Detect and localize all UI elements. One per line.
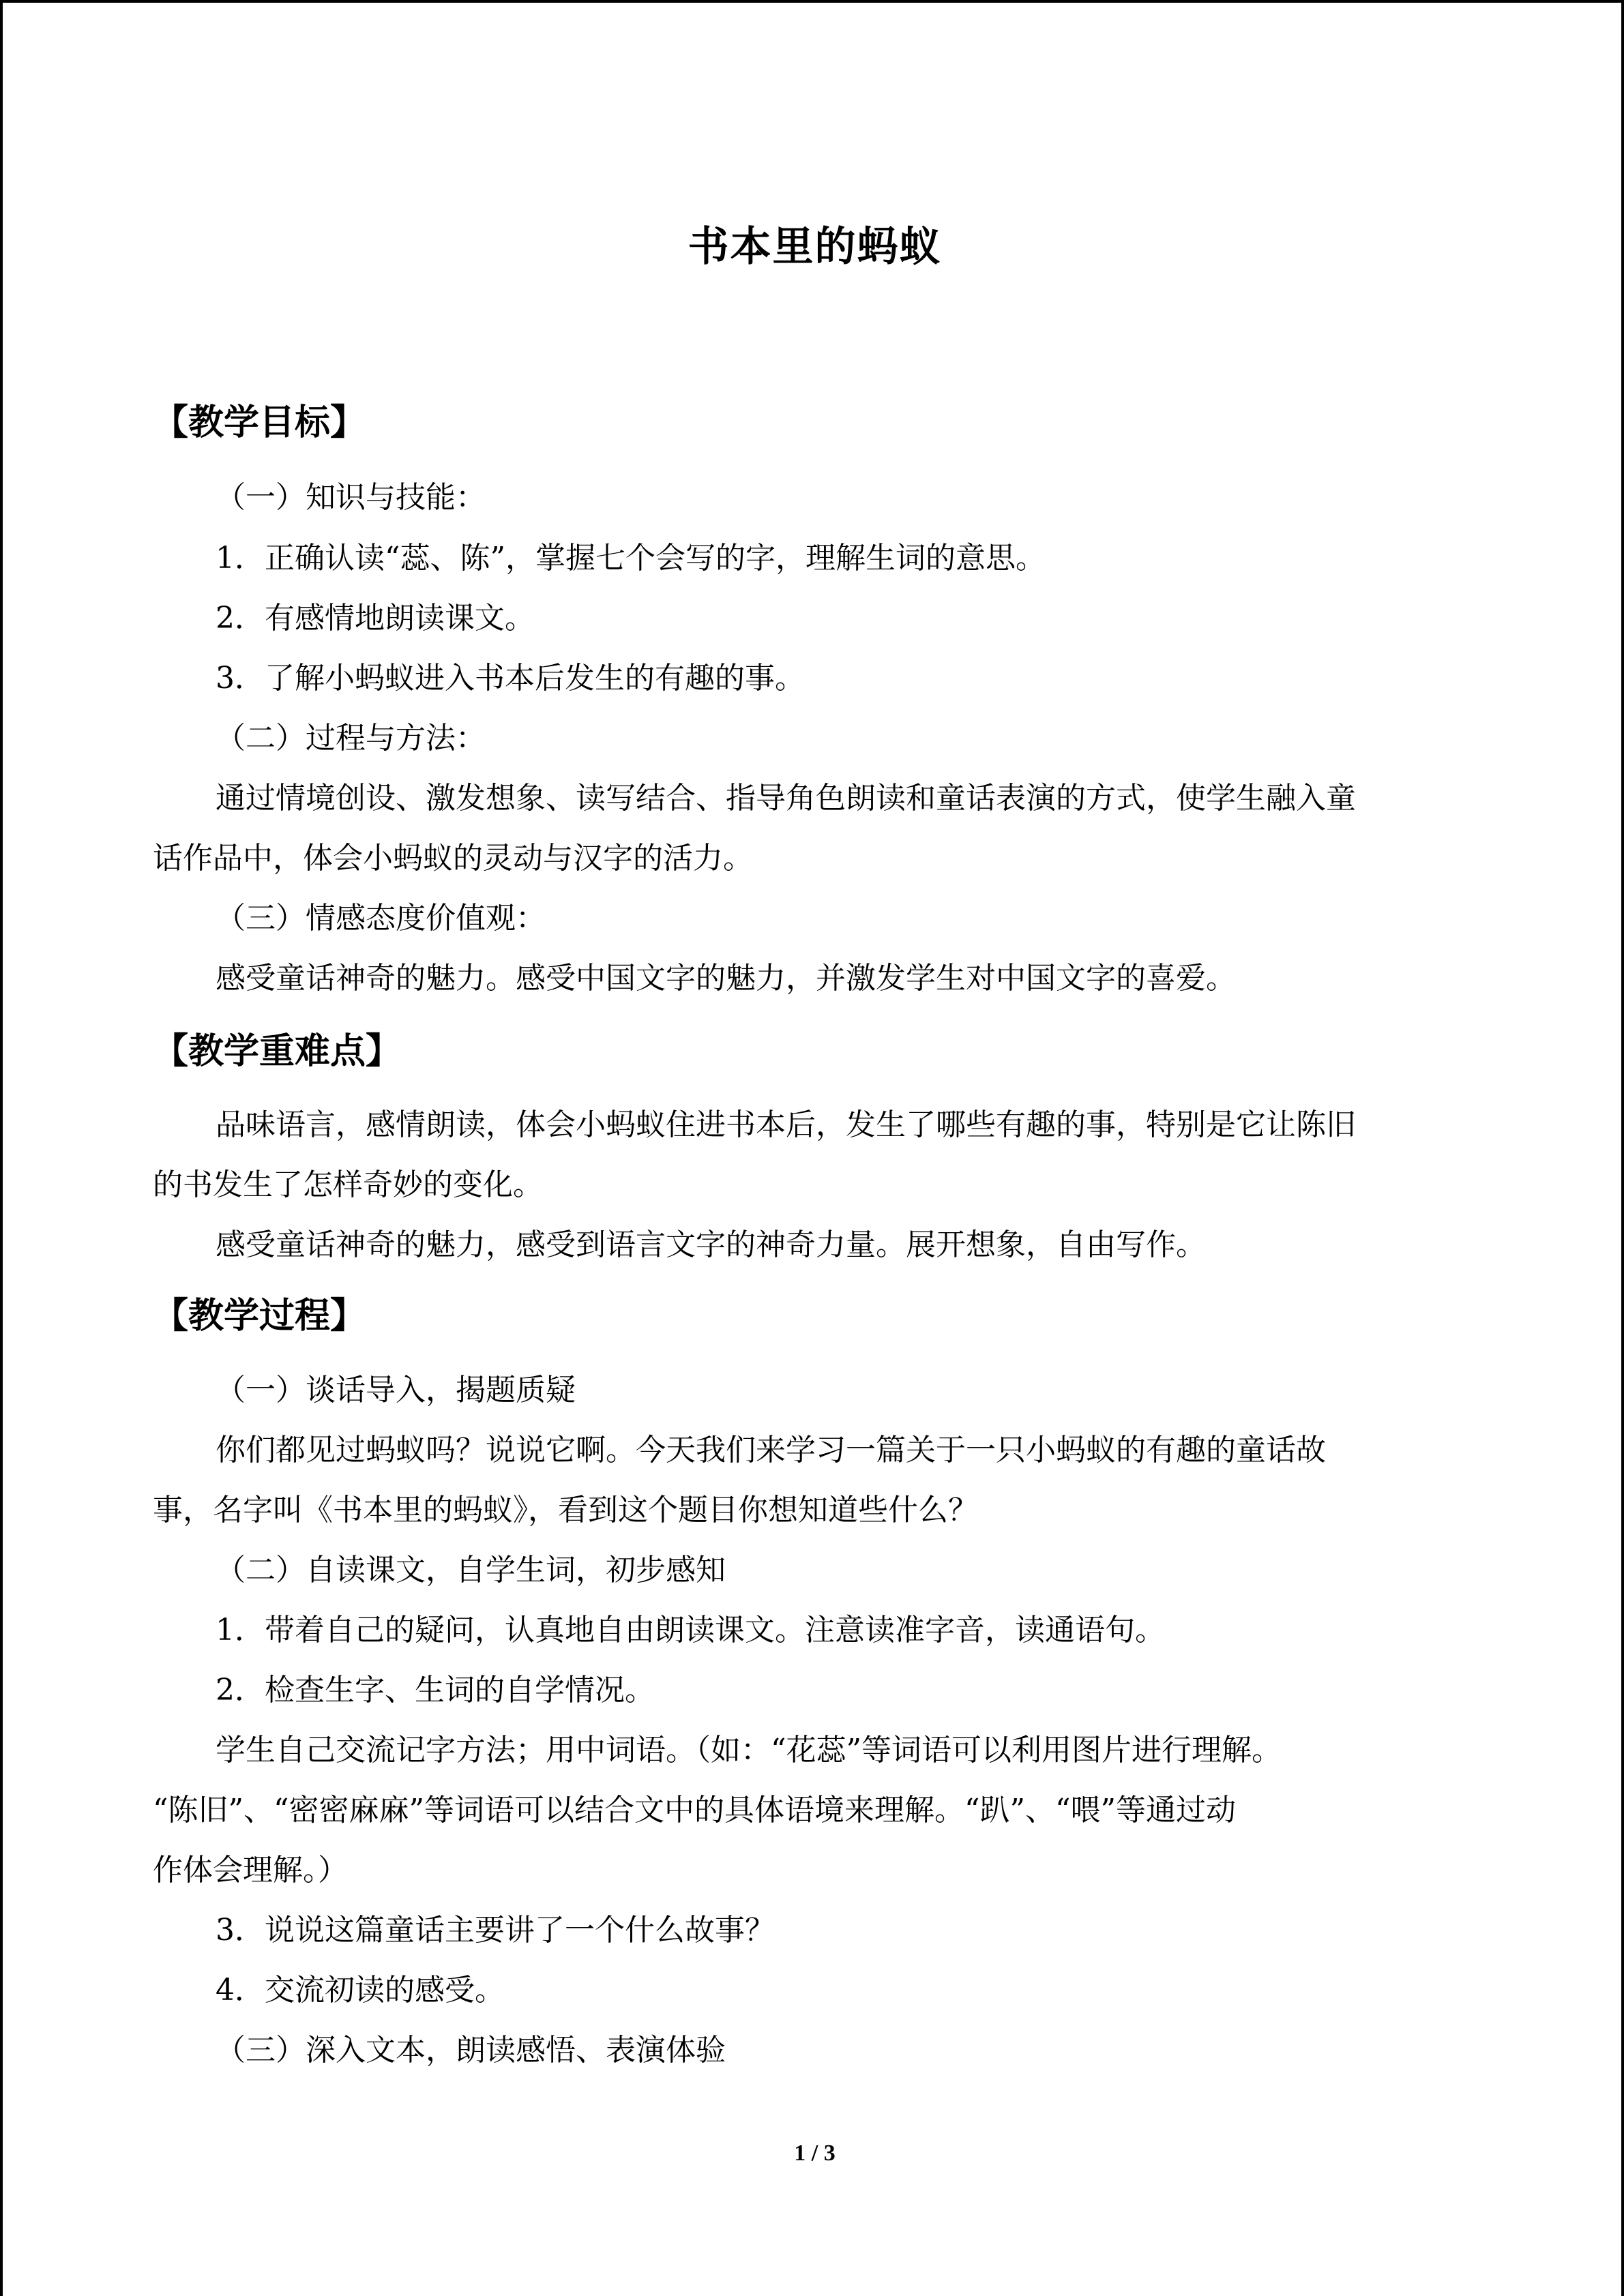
paragraph-line: 感受童话神奇的魅力。感受中国文字的魅力，并激发学生对中国文字的喜爱。 [216, 961, 1236, 996]
paragraph-line: “陈旧”、“密密麻麻”等词语可以结合文中的具体语境来理解。“趴”、“喂”等通过动 [153, 1793, 1236, 1828]
paragraph-line: 通过情境创设、激发想象、读写结合、指导角色朗读和童话表演的方式，使学生融入童 [216, 781, 1356, 816]
paragraph-line: （三）情感态度价值观： [216, 901, 546, 936]
paragraph-line: 4．交流初读的感受。 [216, 1973, 505, 2008]
paragraph-line: （三）深入文本，朗读感悟、表演体验 [216, 2033, 726, 2068]
page-number: 1 / 3 [794, 2141, 836, 2166]
section-heading-key-points: 【教学重难点】 [153, 1031, 402, 1072]
paragraph-line: 的书发生了怎样奇妙的变化。 [153, 1167, 543, 1202]
paragraph-line: 2．检查生字、生词的自学情况。 [216, 1673, 655, 1708]
section-heading-objectives: 【教学目标】 [153, 402, 366, 443]
paragraph-line: （二）过程与方法： [216, 721, 486, 756]
paragraph-line: 1．带着自己的疑问，认真地自由朗读课文。注意读准字音，读通语句。 [216, 1613, 1165, 1648]
paragraph-line: 感受童话神奇的魅力，感受到语言文字的神奇力量。展开想象，自由写作。 [216, 1227, 1206, 1262]
paragraph-line: （二）自读课文，自学生词，初步感知 [216, 1553, 726, 1587]
paragraph-line: 作体会理解。） [153, 1853, 348, 1888]
paragraph-line: 话作品中，体会小蚂蚁的灵动与汉字的活力。 [153, 841, 753, 876]
document-title: 书本里的蚂蚁 [688, 223, 942, 271]
paragraph-line: 学生自己交流记字方法；用中词语。（如：“花蕊”等词语可以利用图片进行理解。 [216, 1733, 1282, 1768]
paragraph-line: 1．正确认读“蕊、陈”，掌握七个会写的字，理解生词的意思。 [216, 541, 1046, 576]
paragraph-line: 你们都见过蚂蚁吗？说说它啊。今天我们来学习一篇关于一只小蚂蚁的有趣的童话故 [216, 1433, 1326, 1467]
paragraph-line: 2．有感情地朗读课文。 [216, 601, 535, 636]
section-heading-process: 【教学过程】 [153, 1296, 366, 1337]
paragraph-line: 3．了解小蚂蚁进入书本后发生的有趣的事。 [216, 661, 805, 696]
paragraph-line: 事，名字叫《书本里的蚂蚁》，看到这个题目你想知道些什么？ [153, 1493, 978, 1527]
paragraph-line: 品味语言，感情朗读，体会小蚂蚁住进书本后，发生了哪些有趣的事，特别是它让陈旧 [216, 1107, 1356, 1142]
paragraph-line: （一）知识与技能： [216, 480, 486, 515]
paragraph-line: （一）谈话导入，揭题质疑 [216, 1373, 576, 1407]
paragraph-line: 3．说说这篇童话主要讲了一个什么故事？ [216, 1913, 775, 1948]
